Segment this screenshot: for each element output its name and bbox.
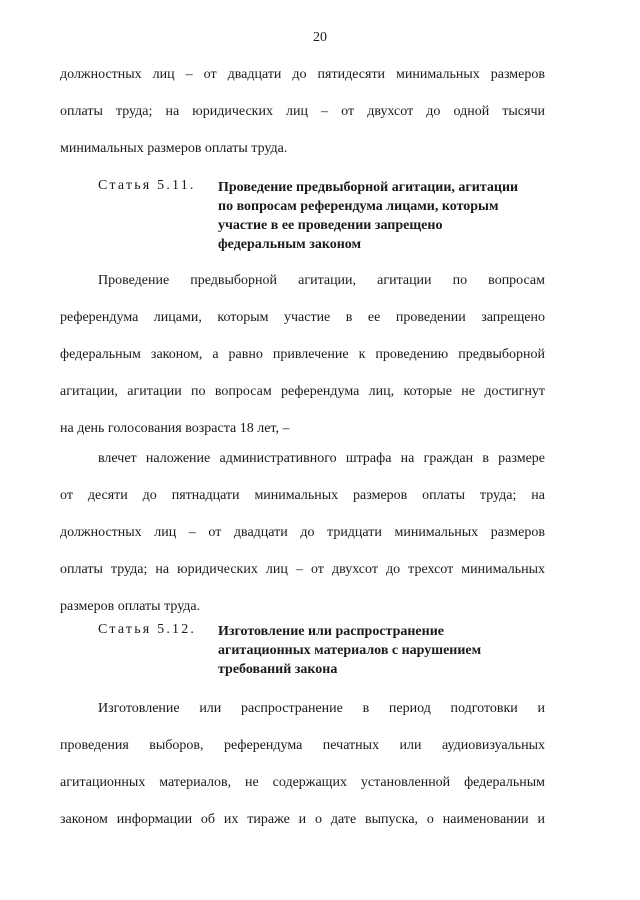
paragraph-disposition-5-11	[60, 262, 545, 447]
text-line: агитационных материалов, не содержащих установленной федеральным	[60, 775, 545, 790]
text-line: оплаты труда; на юридических лиц – от двухсот до трехсот минимальных	[60, 562, 545, 577]
text-line: минимальных размеров оплаты труда.	[60, 141, 288, 156]
article-title-line: агитационных материалов с нарушением	[218, 643, 482, 658]
text-line: законом информации об их тираже и о дате выпуска, о наименовании и	[60, 812, 545, 827]
text-line: агитации, агитации по вопросам референдума лиц, которые не достигнут	[60, 384, 545, 399]
text-line: Изготовление или распространение в период подготовки и	[98, 701, 545, 716]
text-line: на день голосования возраста 18 лет, –	[60, 421, 290, 436]
paragraph-disposition-5-12	[60, 690, 545, 838]
article-label: Статья 5.12.	[98, 622, 197, 637]
article-title-line: участие в ее проведении запрещено	[218, 218, 443, 233]
article-title	[218, 622, 578, 679]
paragraph-continuation	[60, 56, 545, 167]
article-title-line: Проведение предвыборной агитации, агитации	[218, 180, 519, 195]
text-line: размеров оплаты труда.	[60, 599, 201, 614]
article-5-11-heading	[98, 178, 578, 258]
article-5-12-heading	[98, 622, 578, 682]
article-title	[218, 178, 578, 254]
article-label: Статья 5.11.	[98, 178, 196, 193]
article-title-line: требований закона	[218, 662, 338, 677]
page-number: 20	[313, 30, 327, 45]
article-title-line: федеральным законом	[218, 237, 362, 252]
text-line: оплаты труда; на юридических лиц – от двухсот до одной тысячи	[60, 104, 545, 119]
text-line: должностных лиц – от двадцати до пятидесяти минимальных размеров	[60, 67, 545, 82]
text-line: федеральным законом, а равно привлечение к проведению предвыборной	[60, 347, 545, 362]
article-title-line: по вопросам референдума лицами, которым	[218, 199, 499, 214]
text-line: проведения выборов, референдума печатных или аудиовизуальных	[60, 738, 545, 753]
article-title-line: Изготовление или распространение	[218, 624, 444, 639]
text-line: от десяти до пятнадцати минимальных размеров оплаты труда; на	[60, 488, 545, 503]
text-line: должностных лиц – от двадцати до тридцати минимальных размеров	[60, 525, 545, 540]
text-line: референдума лицами, которым участие в ее проведении запрещено	[60, 310, 545, 325]
paragraph-sanction-5-11	[60, 440, 545, 625]
text-line: влечет наложение административного штрафа на граждан в размере	[98, 451, 545, 466]
text-line: Проведение предвыборной агитации, агитации по вопросам	[98, 273, 545, 288]
